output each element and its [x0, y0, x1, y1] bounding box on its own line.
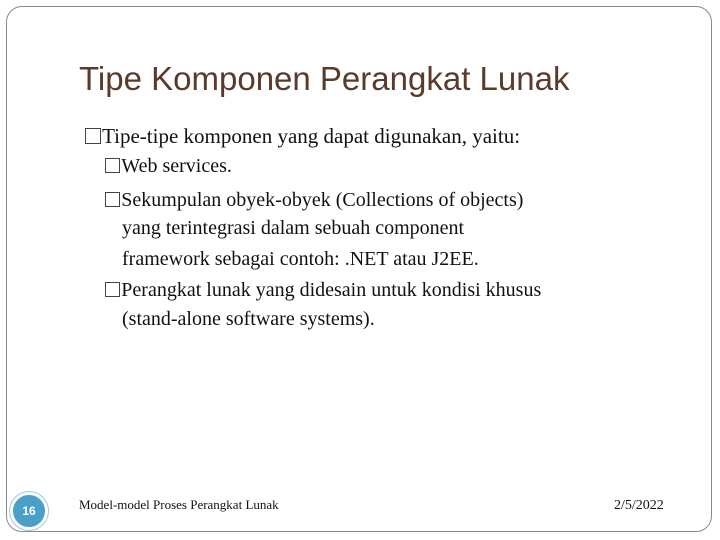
bullet-level2 — [105, 189, 523, 212]
bullet-text: Sekumpulan obyek-obyek (Collections of objects) — [121, 189, 524, 211]
bullet-glyph-icon — [105, 282, 120, 297]
bullet-glyph-icon — [85, 128, 101, 144]
footer-date: 2/5/2022 — [614, 498, 664, 513]
bullet-level1 — [85, 124, 520, 149]
page-number-badge — [10, 492, 48, 530]
page-number: 16 — [22, 504, 36, 518]
footer-course-title: Model-model Proses Perangkat Lunak — [79, 497, 279, 512]
bullet-level2 — [105, 155, 232, 178]
bullet-continuation — [122, 217, 464, 240]
bullet-text: framework sebagai contoh: .NET atau J2EE. — [122, 248, 479, 270]
bullet-text: Web services. — [121, 155, 232, 177]
slide-title: Tipe Komponen Perangkat Lunak — [79, 60, 570, 97]
bullet-continuation — [122, 308, 375, 331]
bullet-level2 — [105, 279, 541, 302]
bullet-text: (stand-alone software systems). — [122, 308, 375, 330]
bullet-text: yang terintegrasi dalam sebuah component — [122, 217, 465, 239]
bullet-glyph-icon — [105, 192, 120, 207]
bullet-text: Perangkat lunak yang didesain untuk kondisi khusus — [121, 279, 542, 301]
bullet-glyph-icon — [105, 158, 120, 173]
bullet-continuation — [122, 248, 479, 271]
bullet-text: Tipe-tipe komponen yang dapat digunakan, yaitu: — [102, 124, 521, 148]
